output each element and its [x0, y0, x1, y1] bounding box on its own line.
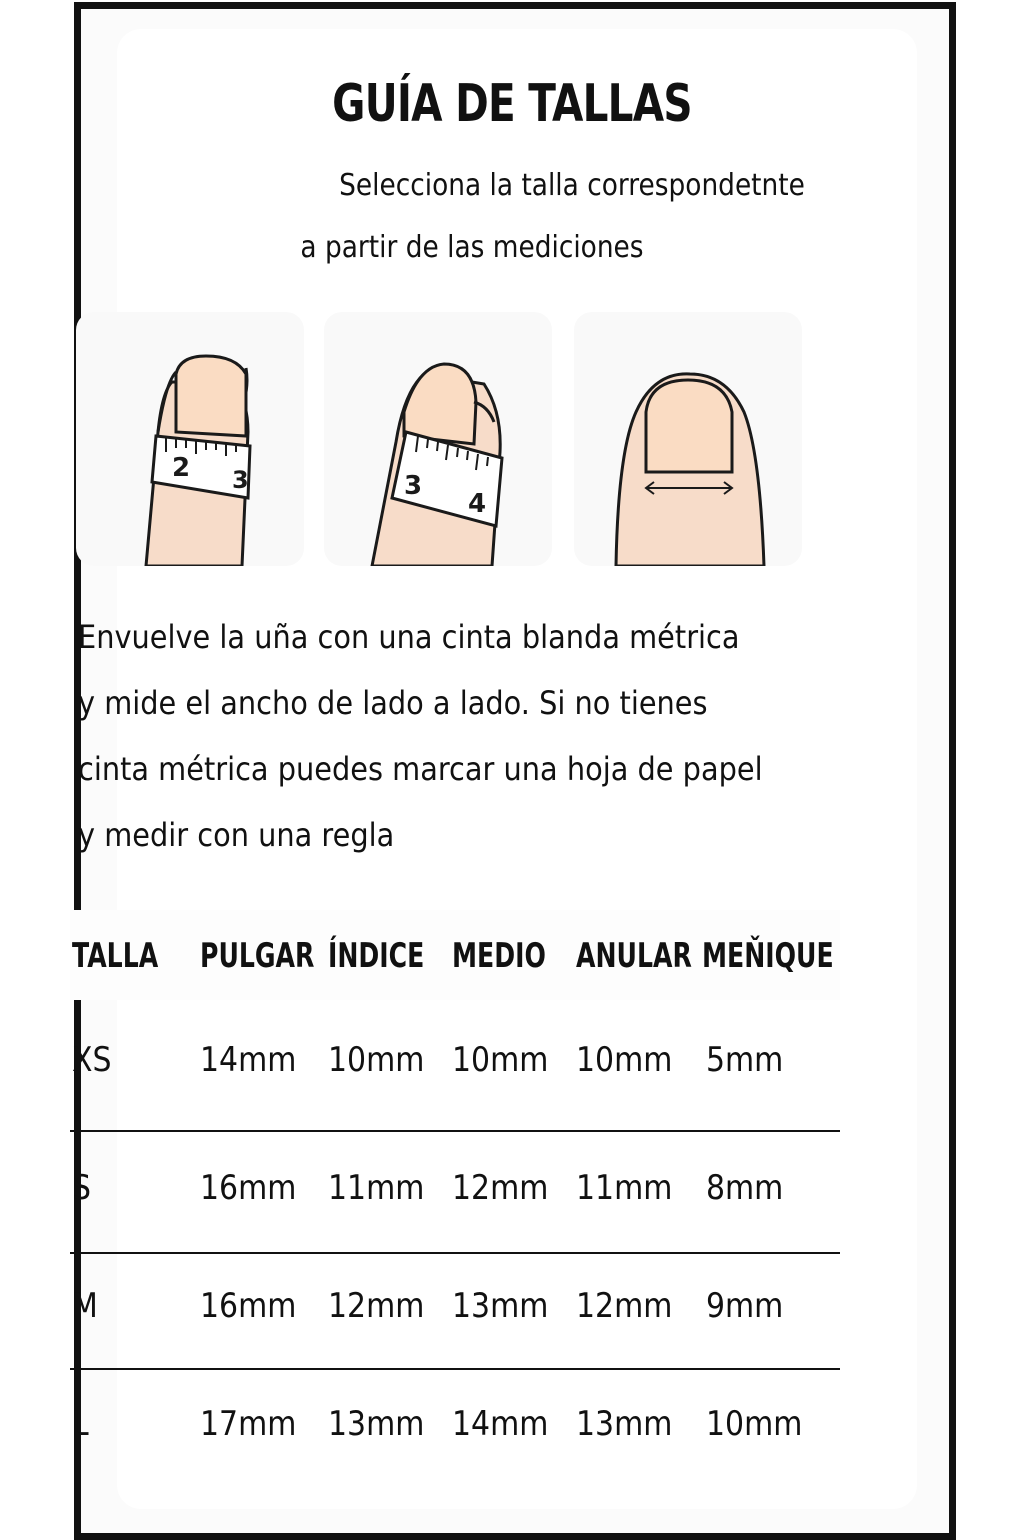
tape-around-thumb-illustration — [76, 312, 304, 566]
header-menique: MEŇIQUE — [702, 936, 834, 976]
thumb-tape-icon — [76, 312, 304, 566]
nail-width-icon — [574, 312, 802, 566]
table-cell: 10mm — [706, 1404, 803, 1444]
table-cell: 13mm — [576, 1404, 673, 1444]
table-cell: 12mm — [576, 1286, 673, 1326]
tape-label-3: 3 — [232, 466, 249, 494]
table-row — [70, 1130, 840, 1252]
table-cell: 11mm — [576, 1168, 673, 1208]
nail-width-illustration — [574, 312, 802, 566]
table-cell: 11mm — [328, 1168, 425, 1208]
table-cell: 10mm — [576, 1040, 673, 1080]
table-cell: 14mm — [452, 1404, 549, 1444]
tape-label-3b: 3 — [404, 471, 423, 501]
table-cell: 14mm — [200, 1040, 297, 1080]
instruction-line: Envuelve la uña con una cinta blanda métrica — [78, 618, 740, 656]
header-anular: ANULAR — [576, 936, 692, 976]
header-talla: TALLA — [72, 936, 159, 976]
header-medio: MEDIO — [452, 936, 546, 976]
table-row — [70, 1000, 840, 1130]
instruction-line: y mide el ancho de lado a lado. Si no tienes — [78, 684, 708, 722]
table-row — [70, 1368, 840, 1480]
table-cell: 9mm — [706, 1286, 784, 1326]
page-title: GUÍA DE TALLAS — [332, 74, 692, 134]
table-cell: 13mm — [452, 1286, 549, 1326]
finger-tape-icon — [324, 312, 552, 566]
header-indice: ÍNDICE — [328, 936, 425, 976]
instruction-line: cinta métrica puedes marcar una hoja de papel — [78, 750, 763, 788]
table-cell: 16mm — [200, 1168, 297, 1208]
table-cell: 10mm — [328, 1040, 425, 1080]
header-pulgar: PULGAR — [200, 936, 315, 976]
table-cell: 12mm — [328, 1286, 425, 1326]
table-cell: 8mm — [706, 1168, 784, 1208]
table-cell: 13mm — [328, 1404, 425, 1444]
size-cell: M — [72, 1286, 98, 1326]
instruction-line: y medir con una regla — [78, 816, 395, 854]
tape-label-2: 2 — [172, 453, 191, 483]
size-table — [70, 910, 840, 1480]
table-row — [70, 1252, 840, 1368]
subtitle-line-2: a partir de las mediciones — [300, 230, 644, 265]
tape-label-4: 4 — [468, 489, 487, 519]
table-cell: 10mm — [452, 1040, 549, 1080]
size-cell: L — [72, 1404, 89, 1444]
table-cell: 17mm — [200, 1404, 297, 1444]
size-cell: XS — [72, 1040, 112, 1080]
table-cell: 5mm — [706, 1040, 784, 1080]
table-cell: 12mm — [452, 1168, 549, 1208]
measurement-instructions — [78, 604, 780, 868]
table-cell: 16mm — [200, 1286, 297, 1326]
size-cell: S — [72, 1168, 92, 1208]
table-header-row — [70, 910, 840, 1000]
tape-around-finger-illustration — [324, 312, 552, 566]
subtitle-line-1: Selecciona la talla correspondetnte — [339, 168, 805, 203]
